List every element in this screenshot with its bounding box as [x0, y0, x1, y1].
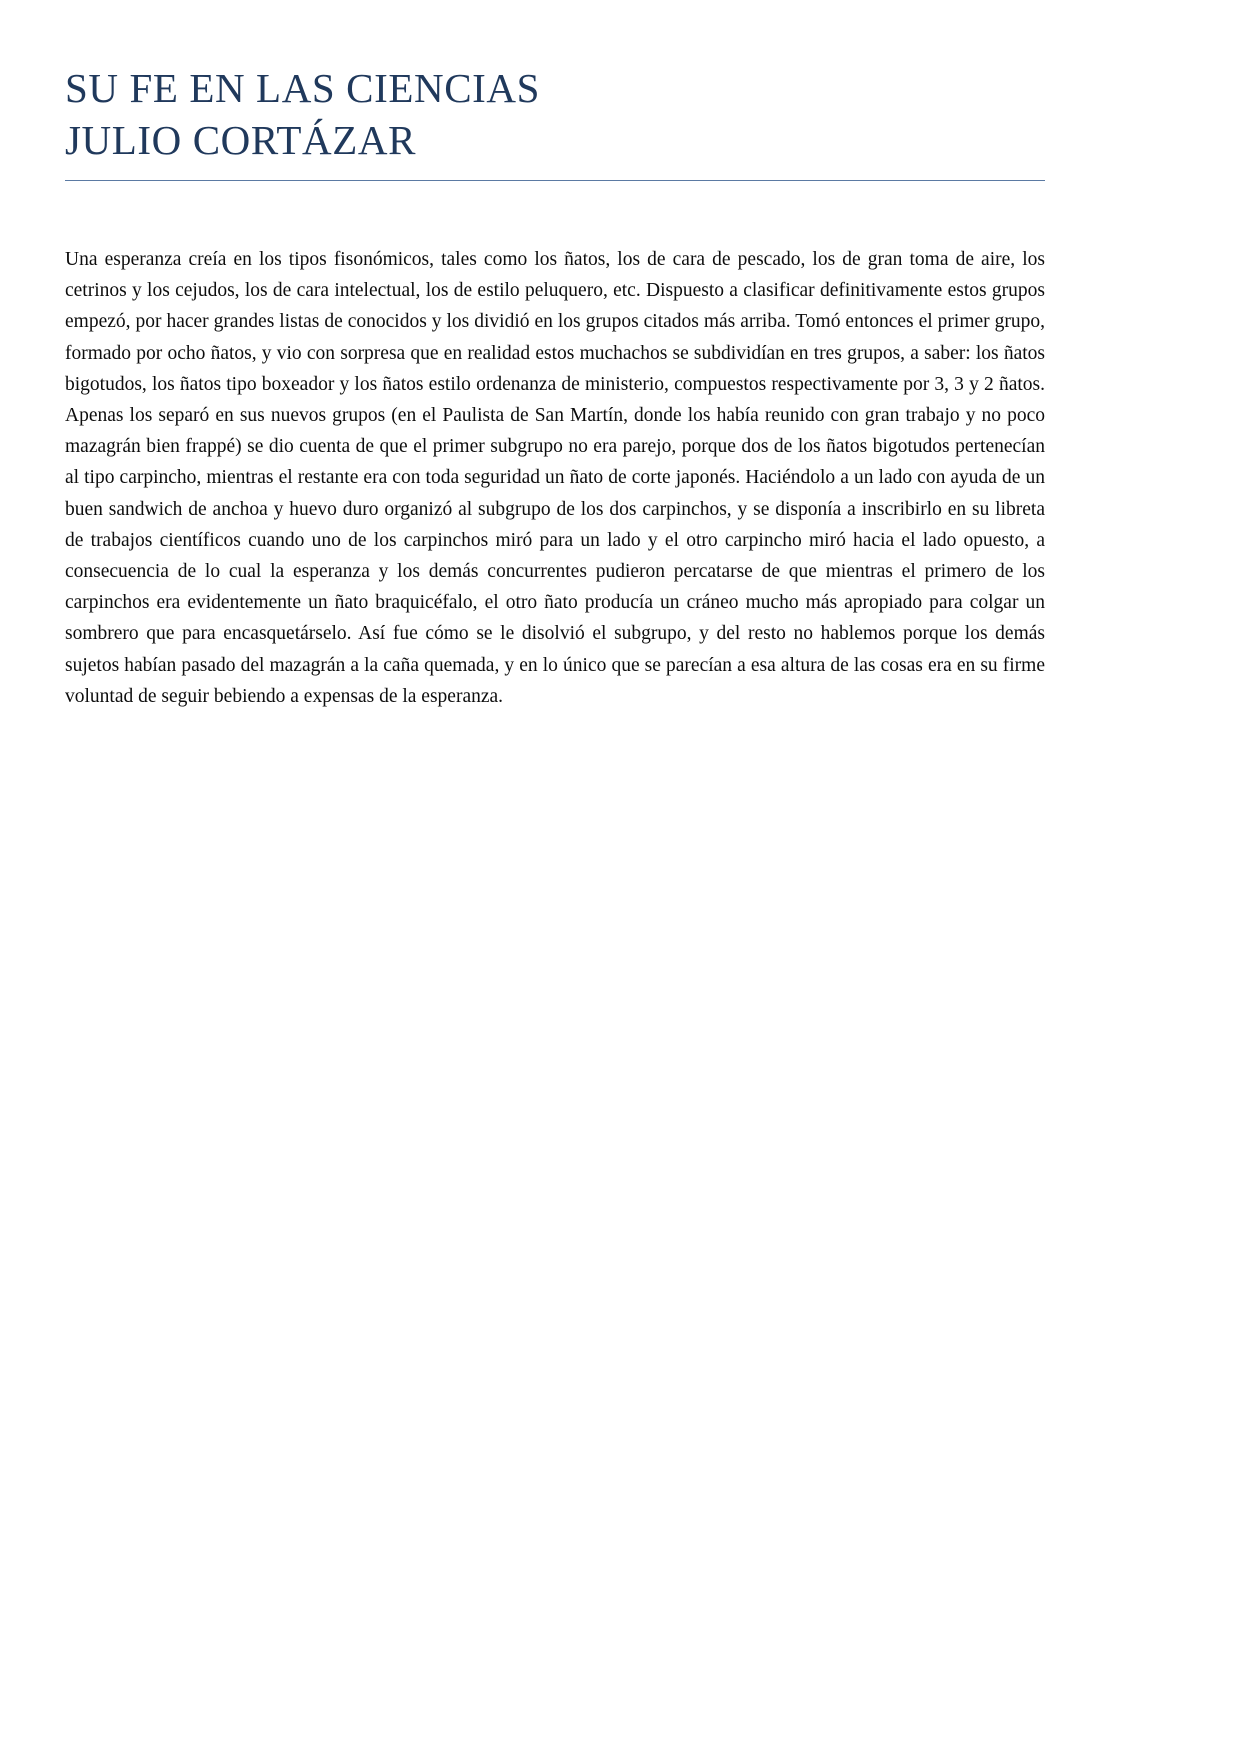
page-title: SU FE EN LAS CIENCIAS [65, 65, 541, 111]
body-paragraph: Una esperanza creía en los tipos fisonómicos, tales como los ñatos, los de cara de pescado, los de gran toma de aire, los cetrinos y los cejudos, los de cara intelectual, los de estilo peluquero, etc. Dispuesto a clasificar definitivamente estos grupos empezó, por hacer grandes listas de conocidos y los dividió en los grupos citados más arriba. Tomó entonces el primer grupo, formado por ocho ñatos, y vio con sorpresa que en realidad estos muchachos se subdividían en tres grupos, a saber: los ñatos bigotudos, los ñatos tipo boxeador y los ñatos estilo ordenanza de ministerio, compuestos respectivamente por 3, 3 y 2 ñatos. Apenas los separó en sus nuevos grupos (en el Paulista de San Martín, donde los había reunido con gran trabajo y no poco mazagrán bien frappé) se dio cuenta de que el primer subgrupo no era parejo, porque dos de los ñatos bigotudos pertenecían al tipo carpincho, mientras el restante era con toda seguridad un ñato de corte japonés. Haciéndolo a un lado con ayuda de un buen sandwich de anchoa y huevo duro organizó al subgrupo de los dos carpinchos, y se disponía a inscribirlo en su libreta de trabajos científicos cuando uno de los carpinchos miró para un lado y el otro carpincho miró hacia el lado opuesto, a consecuencia de lo cual la esperanza y los demás concurrentes pudieron percatarse de que mientras el primero de los carpinchos era evidentemente un ñato braquicéfalo, el otro ñato producía un cráneo mucho más apropiado para colgar un sombrero que para encasquetárselo. Así fue cómo se le disolvió el subgrupo, y del resto no hablemos porque los demás sujetos habían pasado del mazagrán a la caña quemada, y en lo único que se parecían a esa altura de las cosas era en su firme voluntad de seguir bebiendo a expensas de la esperanza. [65, 249, 1045, 707]
body-text-area [65, 244, 1045, 712]
title-block [65, 0, 1045, 181]
author-name: JULIO CORTÁZAR [65, 117, 417, 163]
document-content [65, 0, 1045, 712]
title-divider [65, 180, 1045, 181]
